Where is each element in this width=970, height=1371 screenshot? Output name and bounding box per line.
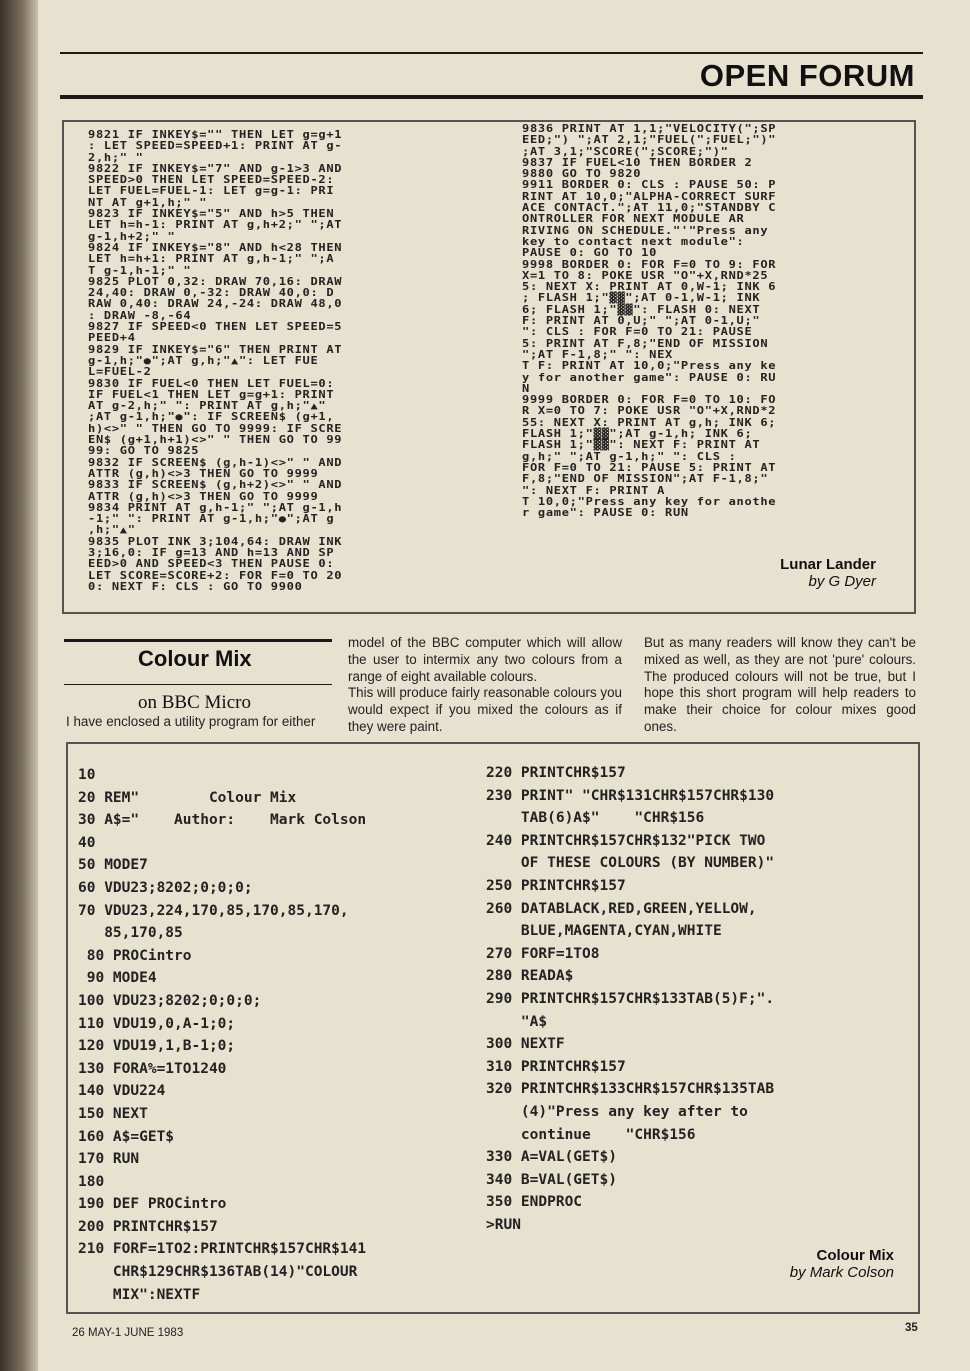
header-rule-top — [60, 52, 923, 54]
article-subtitle: on BBC Micro — [138, 692, 251, 713]
lunar-caption-title: Lunar Lander — [780, 556, 876, 573]
lunar-caption — [700, 556, 876, 590]
binding-spine — [0, 0, 38, 1371]
lunar-code-right: 9836 PRINT AT 1,1;"VELOCITY(";SP EED;") ";AT 2,1;"FUEL(";FUEL;")" ;AT 3,1;"SCORE(";SCORE;")" 9837 IF FUEL<10 THEN BORDER 2 9880 GO TO 9820 9911 BORDER 0: CLS : PAUSE 50: P RINT AT 10,0;"ALPHA-CORRECT SURF ACE CONTACT.";AT 11,0;"STANDBY C ONTROLLER FOR NEXT MODULE AR RIVING ON SCHEDULE."'"Press any key to contact next module": PAUSE 0: GO TO 10 9998 BORDER 0: FOR F=0 TO 9: FOR X=1 TO 8: POKE USR "O"+X,RND*25 5: NEXT X: PRINT AT 0,W-1; INK 6 ; FLASH 1;"▓▓";AT 0-1,W-1; INK 6; FLASH 1;"▓▓": FLASH 0: NEXT F: PRINT AT 0,U;" ";AT 0-1,U;" ": CLS : FOR F=0 TO 21: PAUSE 5: PRINT AT F,8;"END OF MISSION ";AT F-1,8;" ": NEX T F: PRINT AT 10,0;"Press any ke y for another game": PAUSE 0: RU N 9999 BORDER 0: FOR F=0 TO 10: FO R X=0 TO 7: POKE USR "O"+X,RND*2 55: NEXT X: PRINT AT g,h; INK 6; FLASH 1;"▓▓";AT g-1,h; INK 6; FLASH 1;"▓▓": NEXT F: PRINT AT g,h;" ";AT g-1,h;" ": CLS : FOR F=0 TO 21: PAUSE 5: PRINT AT F,8;"END OF MISSION";AT F-1,8;" ": NEXT F: PRINT A T 10,0;"Press any key for anothe r game": PAUSE 0: RUN — [522, 124, 777, 520]
header-rule-bottom — [60, 95, 923, 99]
page-number: 35 — [905, 1322, 918, 1334]
lunar-caption-author: by G Dyer — [808, 573, 876, 590]
colour-mix-title-rule-top — [64, 639, 332, 642]
article-column-2: model of the BBC computer which will allow the user to intermix any two colours from a range of eight available colours. This will produce fairly reasonable colours you would expect if you mixed the colours as if they were paint. — [348, 635, 622, 734]
colour-mix-title-rule-bottom — [64, 684, 332, 685]
colour-mix-caption-title: Colour Mix — [816, 1247, 894, 1264]
colour-mix-code-right: 220 PRINTCHR$157 230 PRINT" "CHR$131CHR$157CHR$130 TAB(6)A$" "CHR$156 240 PRINTCHR$157CHR$132"PICK TWO OF THESE COLOURS (BY NUMBER)" 250 PRINTCHR$157 260 DATABLACK,RED,GREEN,YELLOW, BLUE,MAGENTA,CYAN,WHITE 270 FORF=1TO8 280 READA$ 290 PRINTCHR$157CHR$133TAB(5)F;". "A$ 300 NEXTF 310 PRINTCHR$157 320 PRINTCHR$133CHR$157CHR$135TAB (4)"Press any key after to continue "CHR$156 330 A=VAL(GET$) 340 B=VAL(GET$) 350 ENDPROC >RUN — [486, 765, 775, 1233]
lunar-code-left: 9821 IF INKEY$="" THEN LET g=g+1 : LET SPEED=SPEED+1: PRINT AT g- 2,h;" " 9822 IF INKEY$="7" AND g-1>3 AND SPEED>0 THEN LET SPEED=SPEED-2: LET FUEL=FUEL-1: LET g=g-1: PRI NT AT g+1,h;" " 9823 IF INKEY$="5" AND h>5 THEN LET h=h-1: PRINT AT g,h+2;" ";AT g-1,h+2;" " 9824 IF INKEY$="8" AND h<28 THEN LET h=h+1: PRINT AT g,h-1;" ";A T g-1,h-1;" " 9825 PLOT 0,32: DRAW 70,16: DRAW 24,40: DRAW 0,-32: DRAW 40,0: D RAW 0,40: DRAW 24,-24: DRAW 48,0 : DRAW -8,-64 9827 IF SPEED<0 THEN LET SPEED=5 PEED+4 9829 IF INKEY$="6" THEN PRINT AT g-1,h;"●";AT g,h;"▲": LET FUE L=FUEL-2 9830 IF FUEL<0 THEN LET FUEL=0: IF FUEL<1 THEN LET g=g+1: PRINT AT g-2,h;" ": PRINT AT g,h;"▲" ;AT g-1,h;"●": IF SCREEN$ (g+1, h)<>" " THEN GO TO 9999: IF SCRE EN$ (g+1,h+1)<>" " THEN GO TO 99 99: GO TO 9825 9832 IF SCREEN$ (g,h-1)<>" " AND ATTR (g,h)<>3 THEN GO TO 9999 9833 IF SCREEN$ (g,h+2)<>" " AND ATTR (g,h)<>3 THEN GO TO 9999 9834 PRINT AT g,h-1;" ";AT g-1,h -1;" ": PRINT AT g-1,h;"●";AT g ,h;"▲" 9835 PLOT INK 3;104,64: DRAW INK 3;16,0: IF g=13 AND h=13 AND SP EED>0 AND SPEED<3 THEN PAUSE 0: LET SCORE=SCORE+2: FOR F=0 TO 20 0: NEXT F: CLS : GO TO 9900 — [88, 130, 343, 593]
article-column-3: But as many readers will know they can't be mixed as well, as they are not 'pure' colours. The produced colours will not be true, but I hope this short program will help readers to make their choice for colour mixes good ones. — [644, 635, 916, 734]
issue-date: 26 MAY-1 JUNE 1983 — [72, 1327, 184, 1339]
colour-mix-caption-author: by Mark Colson — [789, 1264, 894, 1281]
article-column-1: I have enclosed a utility program for either — [66, 714, 316, 729]
colour-mix-code-left: 10 20 REM" Colour Mix 30 A$=" Author: Mark Colson 40 50 MODE7 60 VDU23;8202;0;0;0; 70 VDU23,224,170,85,170,85,170, 85,170,85 80 PROCintro 90 MODE4 100 VDU23;8202;0;0;0; 110 VDU19,0,A-1;0; 120 VDU19,1,B-1;0; 130 FORA%=1TO1240 140 VDU224 150 NEXT 160 A$=GET$ 170 RUN 180 190 DEF PROCintro 200 PRINTCHR$157 210 FORF=1TO2:PRINTCHR$157CHR$141 CHR$129CHR$136TAB(14)"COLOUR MIX":NEXTF — [78, 767, 367, 1303]
section-title: OPEN FORUM — [699, 58, 915, 93]
article-title: Colour Mix — [138, 646, 252, 671]
colour-mix-caption — [700, 1247, 894, 1281]
